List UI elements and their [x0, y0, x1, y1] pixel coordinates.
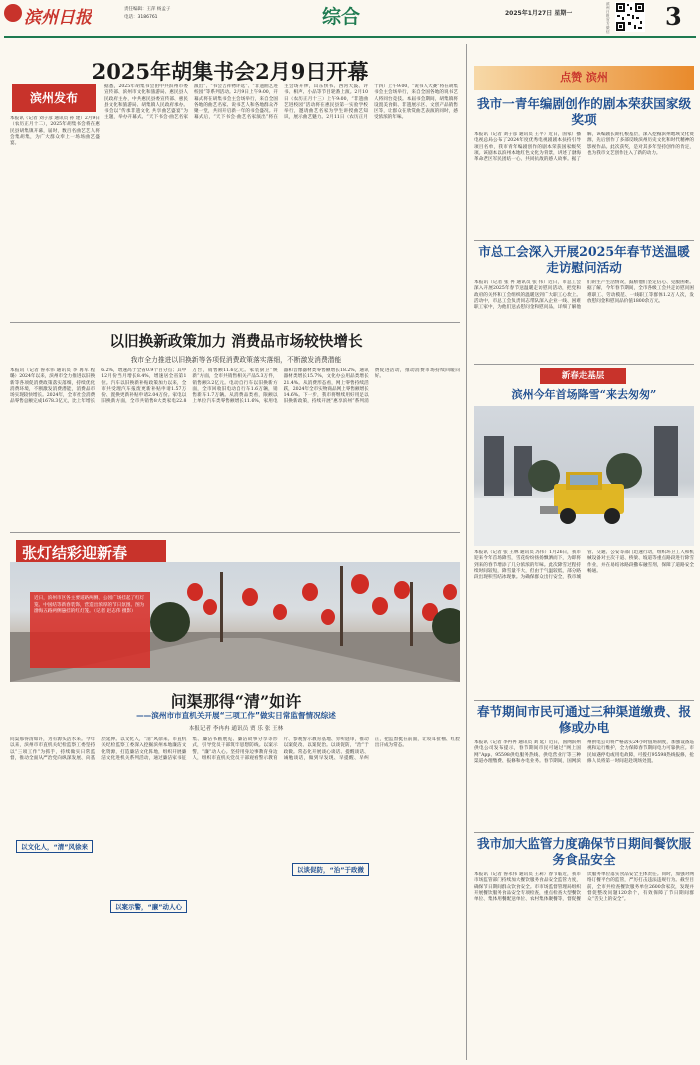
article3-caption-text: 近日，滨州市区各主要道路两侧、公园广场挂起了红灯笼、中国结等新春装饰，营造出浓厚的节日氛围。图为渤海五路两侧悬挂的红灯笼。（记者 赵志伟 摄影） — [34, 596, 145, 614]
rule-a2 — [10, 532, 460, 533]
article4-section-2: 以案示警，“廉”动人心 — [110, 900, 187, 913]
rule-a1 — [10, 322, 460, 323]
right-top-body: 本报讯（记者 刘子彦 通讯员 王平）近日，国家广播电视总局公布了2024年度优秀电视剧剧本扶持引导项目名单，我市青年编剧创作的剧本荣获国家级奖项。该剧本以滨州本地红色文化为背景，讲述了渤海革命老区军民团结一心、共同抗敌的感人故事。据了解，该编剧长期扎根基层，深入挖掘滨州地域文化资源，先后创作了多部反映滨州历史文化和时代精神的影视作品。此次获奖，是对其多年坚持创作的肯定，也为我市文艺创作注入了新的动力。 — [474, 132, 694, 163]
fazhan-tag — [12, 84, 96, 112]
xinchun-tag — [540, 368, 626, 384]
article3-headline: 张灯结彩迎新春 — [16, 540, 166, 565]
masthead-rule — [4, 36, 696, 38]
article4-section-3: 以谈促防，“治”于政微 — [292, 863, 369, 876]
right-new-headline: 滨州今年首场降雪“来去匆匆” — [511, 388, 657, 401]
right-mid-headline: 市总工会深入开展2025年春节送温暖走访慰问活动 — [478, 244, 690, 275]
editor-names: 责任编辑：王萍 杨孟子 — [124, 7, 171, 12]
article1-headline: 2025年胡集书会2月9日开幕 — [91, 59, 369, 84]
article4-headline: 问渠那得“清”如许 — [170, 692, 302, 711]
qr-caption: 滨州日报官方微信 — [606, 2, 610, 34]
article4-byline: 本报记者 李冉冉 通讯员 贾 乐 张 王林 — [188, 726, 284, 732]
article4-subhead: ——滨州市市直机关开展“三项工作”做实日常监督情况综述 — [136, 711, 336, 720]
article1-body: 据悉，2025年胡集书会由中共滨州市委宣传部、滨州市文化和旅游局、惠民县人民政府主办，中共惠民县委宣传部、惠民县文化和旅游局、胡集镇人民政府承办。书会以“传承非遗文化 共享曲艺盛宴”为主题，举办开幕式、“天下书会·曲艺名家演出”、“书会吉祥物评选”、“非遗曲艺进校园”等系列活动。2月9日上午9:00，开幕式将在胡集书会主会场举行，来自全国各地的曲艺名家、说书艺人和各地群众齐聚一堂，共同开启新一年的书会盛况。开幕式后，“天下书会·曲艺名家演出”将在主会场开锣，山东快书、西河大鼓、评书、相声、小品等节目轮番上演。2月10日（农历正月十三）上午9:00，“非遗曲艺进校园”活动将在惠民县第一实验学校举行，邀请曲艺名家为学生讲授曲艺知识，展示曲艺魅力。2月11日（农历正月十四）上午9:00，“说书人大赛”将在胡集书会主会场举行，来自全国各地的说书艺人将同台竞技。本届书会期间，胡集镇将设置美食街、非遗展示区、文创产品销售区等，让群众在欣赏曲艺表演的同时，感受浓浓的年味。 — [104, 84, 458, 121]
article2-headline: 以旧换新政策加力 消费品市场较快增长 — [109, 333, 363, 350]
right-spring-body: 本报讯（记者 李冉冉 通讯员 刘 延）近日，国网滨州供电公司发布提示，春节期间市民可通过“网上国网”App、95598供电服务热线、供电营业厅等三种渠道办理缴费、报修和办电业务。春节期间，国网滨州供电公司将严格落实24小时值班制度，加强设备巡视和运行维护，全力保障春节期间电力可靠供应。市民如遇停电或用电故障，可拨打95598热线报修，抢修人员将第一时间赶赴现场处置。 — [474, 740, 694, 764]
article1-lead: 本报讯（记者 刘子彦 通讯员 孙 建）2月9日（农历正月十二），2025年胡集书会将在惠民县胡集镇开幕，届时，数百名曲艺艺人将会集胡集，为广大群众奉上一场场曲艺盛宴。 — [10, 116, 100, 147]
editor-phone: 电话：3186761 — [124, 15, 158, 20]
masthead-logo — [4, 4, 22, 22]
dianzan-banner-label: 点赞 滨州 — [560, 71, 608, 84]
section-title: 综合 — [322, 6, 361, 28]
right-bottom-body: 本报讯（记者 鲁永伟 通讯员 王莉）春节临近，我市市场监管部门持续加大餐饮服务食品安全监管力度，确保节日期间群众饮食安全。市市场监督管理局组织开展餐饮服务食品安全专项检查，重点检查大型餐饮单位、集体用餐配送单位、农村集体聚餐等，督促餐饮服务单位落实食品安全主体责任。同时，加强对网络订餐平台的监管，严厉打击违法违规行为。截至目前，全市共检查餐饮服务单位2600余家次，发现并督促整改问题120余个，有效保障了节日期间群众“舌尖上的安全”。 — [474, 872, 694, 903]
article2-subhead: 我市全力推进以旧换新等各项促消费政策落实落细，不断激发消费潜能 — [130, 356, 342, 364]
dianzan-banner — [474, 66, 694, 90]
snow-cleaning-photo — [474, 406, 694, 546]
right-spring-headline: 春节期间市民可通过三种渠道缴费、报修或办电 — [476, 704, 692, 735]
right-new-body: 本报讯（记者 张 王林 通讯员 苏伟）1月26日，我市迎来今年首场降雪，雪花纷纷扬扬飘洒而下，为即将到来的春节增添了几分浓浓的年味。此次降雪过程持续时间较短，降雪量不大，但由于气温较低，部分路段出现积雪结冰现象。为确保群众出行安全，我市城管、交通、公安等部门迅速行动，组织环卫工人和机械设备对主次干道、桥梁、坡道等重点路段进行除雪作业，并在易结冰路段撒布融雪剂，保障了道路安全畅通。 — [474, 550, 694, 581]
paper-name: 滨州日报 — [24, 8, 92, 28]
rule-r3 — [474, 700, 694, 701]
qr-code-icon — [615, 2, 645, 32]
rule-r4 — [474, 832, 694, 833]
masthead — [0, 0, 700, 44]
issue-date: 2025年1月27日 星期一 — [505, 10, 573, 17]
editor-info — [124, 6, 204, 20]
right-mid-body: 本报讯（记者 张 冉 通讯员 张 伟）近日，市总工会深入开展2025年春节送温暖走访慰问活动，把党和政府的关怀和工会组织的温暖送到广大职工心坎上。活动中，市总工会负责同志带队深入企业一线、困难职工家中，为他们送去慰问金和慰问品，详细了解他们的生产生活情况，鼓励他们坚定信心、克服困难。据了解，今年春节期间，全市各级工会共走访慰问困难职工、劳动模范、一线职工等群体1.2万人次，发放慰问金和慰问品价值1800余万元。 — [474, 280, 694, 311]
right-top-headline: 我市一青年编剧创作的剧本荣获国家级奖项 — [476, 96, 692, 127]
article3-caption — [30, 592, 150, 668]
column-divider — [466, 44, 467, 1060]
right-bottom-headline: 我市加大监管力度确保节日期间餐饮服务食品安全 — [476, 836, 692, 867]
rule-r2 — [474, 364, 694, 365]
fazhan-tag-label: 滨州发布 — [29, 91, 78, 105]
article2-body: 本报讯（记者 鲁永伟 通讯员 李 再军 程璐）2024年以来，滨州市全力推进以旧换新等各项促消费政策落实落细，持续优化消费环境，不断激发消费潜能，消费品市场实现较快增长。2024年，全市社会消费品零售总额完成1678.3亿元，比上年增长6.2%，增速高于全省0.9个百分点；其中12月份当月增长8.4%，增速居全省第1位。汽车以旧换新补贴政策加力以来，全市共受理汽车报废更新补贴申请1.57万份、置换更新补贴申请2.04万份。家电以旧换新方面，全市共销售8大类家电22.8万台，销售额11.6亿元。家装厨卫“焕新”方面，全市共销售相关产品5.3万件，销售额3.2亿元。电动自行车以旧换新方面，全市回收旧电动自行车1.6万辆，销售新车1.7万辆。从消费品类看，限额以上单位汽车类零售额增长11.6%，家用电器和音像器材类零售额增长18.2%，通讯器材类增长15.7%，文化办公用品类增长21.4%。从消费形态看，网上零售持续活跃，2024年全市实物商品网上零售额增长14.6%。下一步，我市将继续用好用足以旧换新政策，持续开展“惠享滨州”系列消费促进活动，推动消费市场持续回暖向好。 — [10, 368, 460, 405]
article4-body: 问渠那得清如许，为有源头活水来。今年以来，滨州市市直机关纪检监察工委坚持以“三项工作”为抓手，持续做实日常监督，推动全面从严治党向纵深发展、向基层延伸。以文化人，“清”风徐来。市直机关纪检监察工委深入挖掘滨州本地廉洁文化资源，打造廉洁文化阵地，组织开展廉洁文化进机关系列活动，通过廉洁家书征集、廉洁书画展览、廉洁故事分享等形式，引导党员干部筑牢思想防线。以案示警，“廉”动人心。坚持用身边事教育身边人，组织市直机关党员干部观看警示教育片、参观警示教育基地、旁听庭审，推动以案促改、以案促治。以谈促防，“治”于政微。常态化开展谈心谈话、提醒谈话、诫勉谈话，做到早发现、早提醒、早纠正，把监督挺在前面，让咬耳扯袖、红脸出汗成为常态。 — [10, 737, 460, 761]
page-number: 3 — [665, 2, 682, 31]
rule-r1 — [474, 240, 694, 241]
article4-section-1: 以文化人，“清”风徐来 — [16, 840, 93, 853]
xinchun-tag-label: 新春走基层 — [561, 371, 605, 381]
